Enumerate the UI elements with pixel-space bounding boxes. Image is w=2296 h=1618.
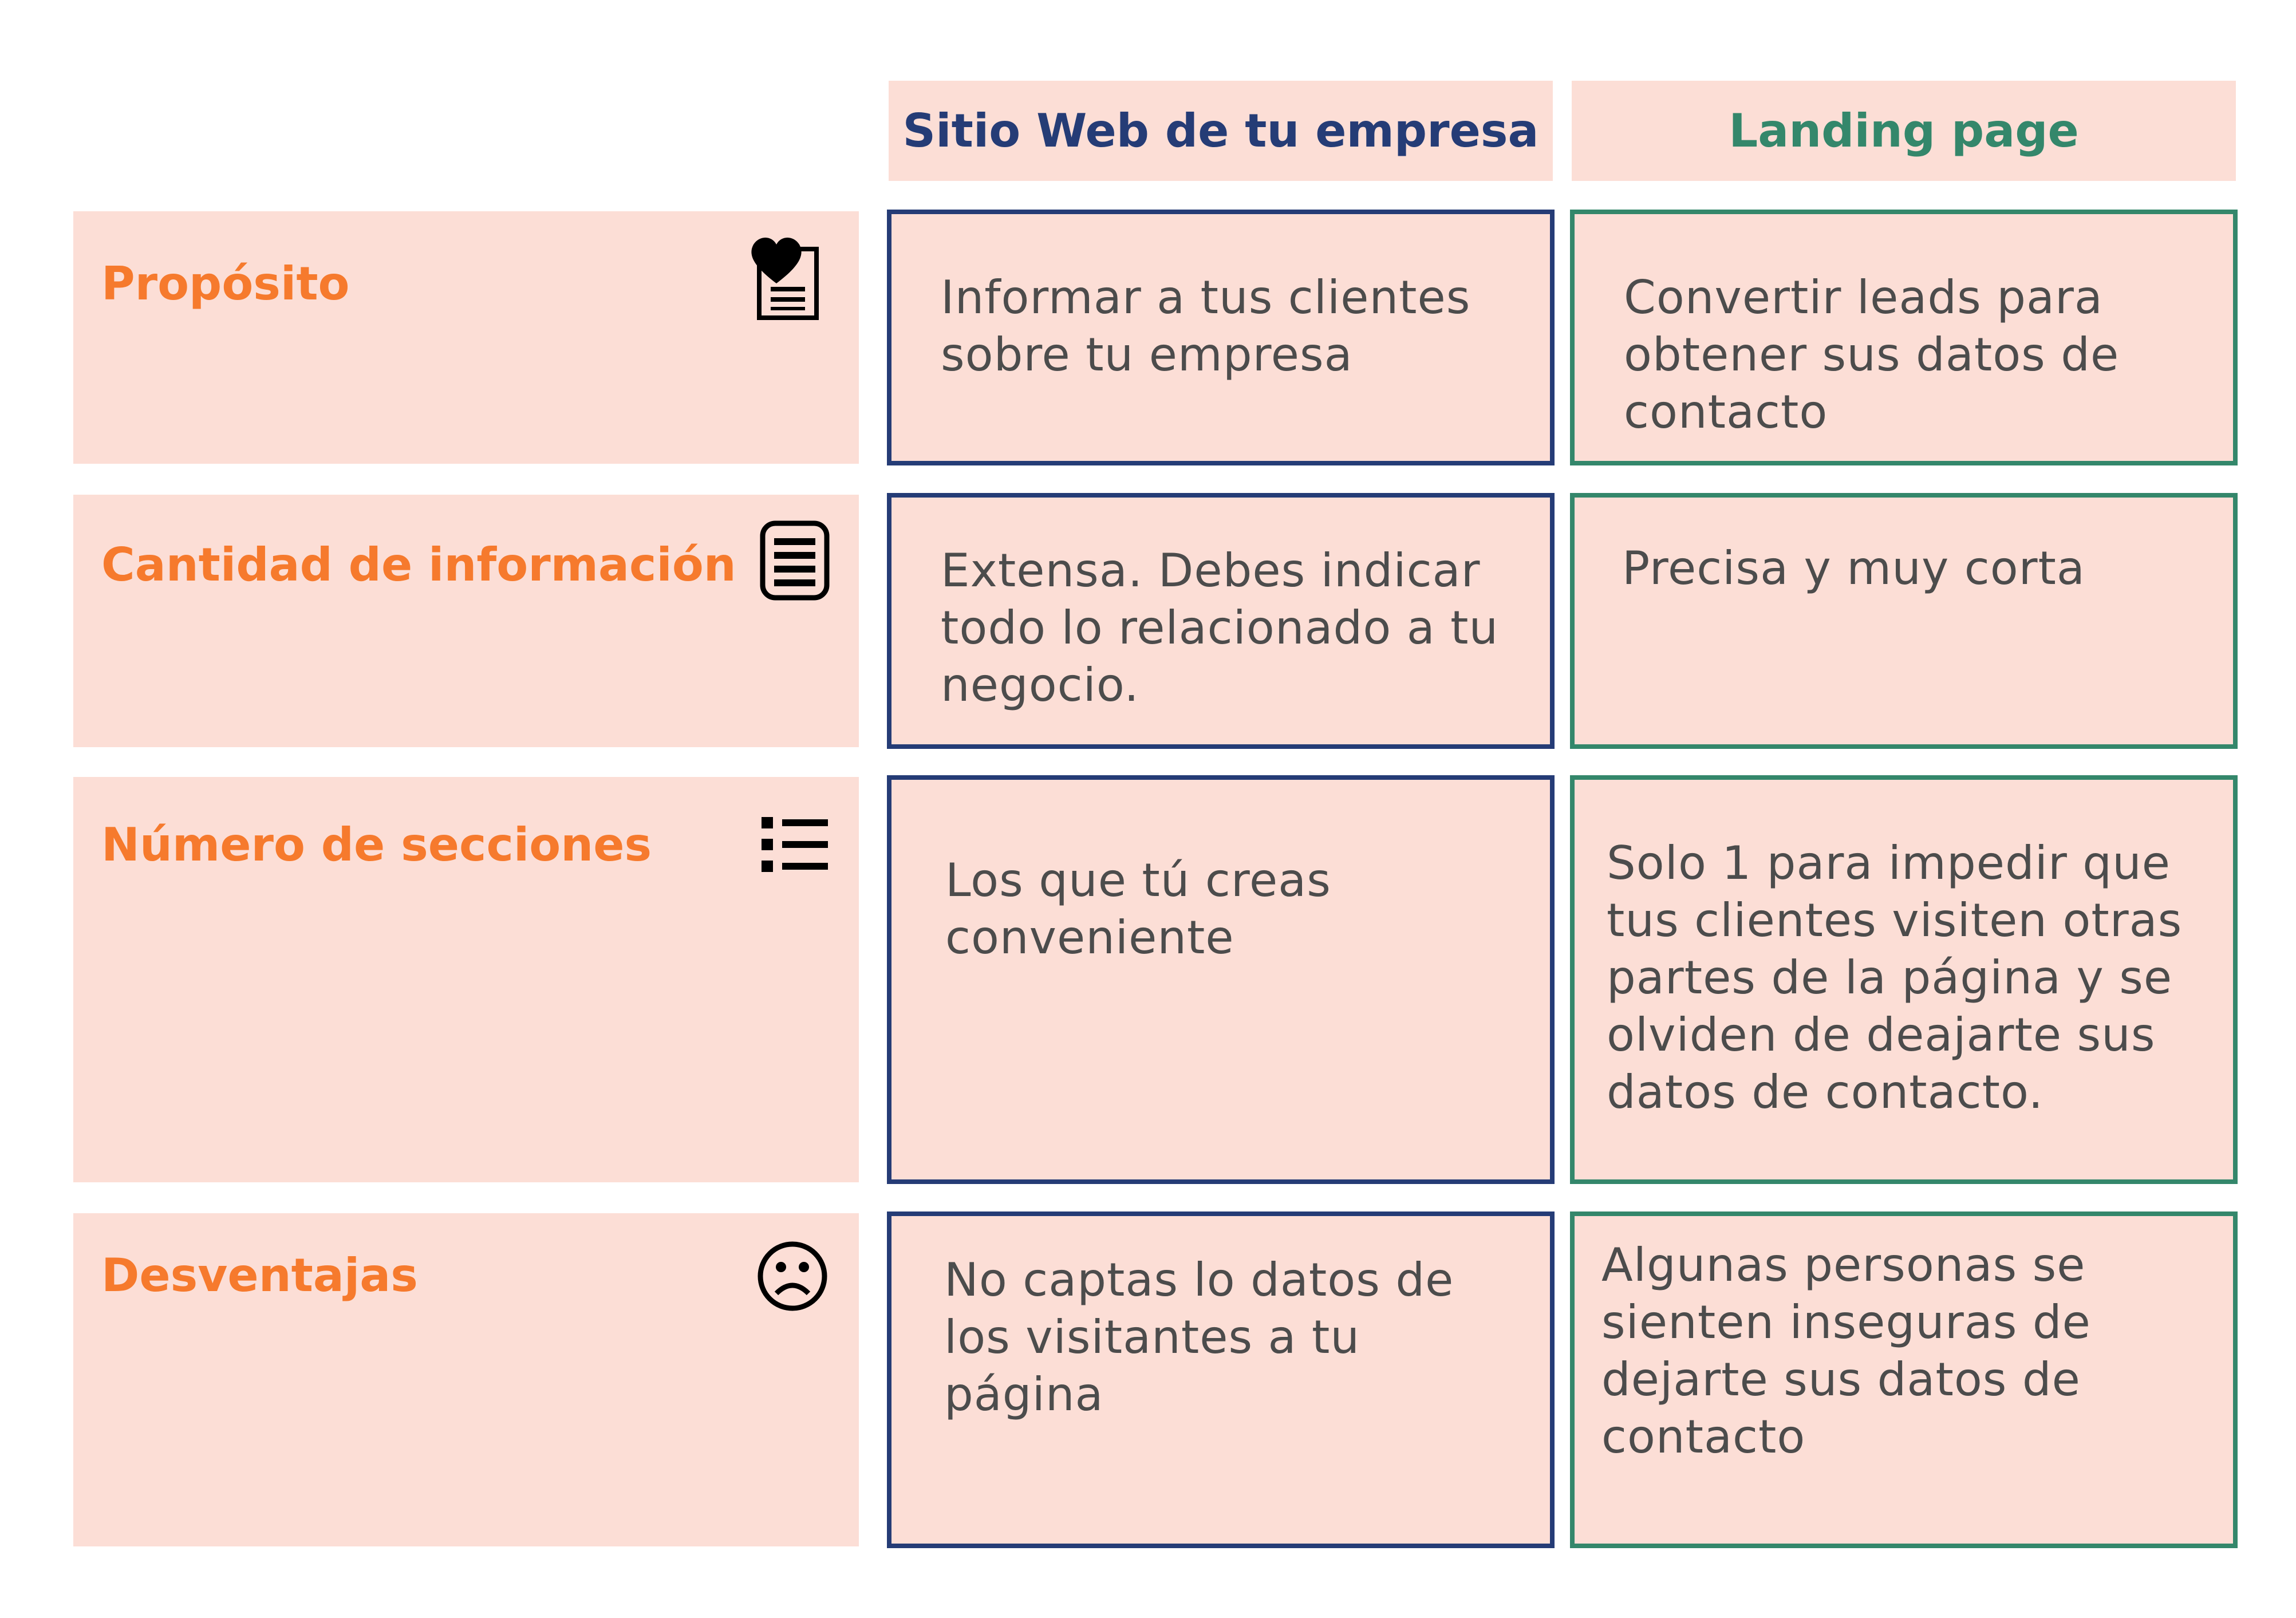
row-label-secciones (73, 777, 859, 1182)
cell-website-proposito (887, 210, 1555, 465)
row-label-text: Número de secciones (101, 818, 652, 871)
cell-text: Precisa y muy corta (1622, 542, 2085, 595)
cell-landing-cantidad (1570, 493, 2238, 749)
row-label-proposito (73, 211, 859, 464)
cell-text: Los que tú creas conveniente (945, 854, 1331, 964)
cell-website-desventajas (887, 1211, 1555, 1548)
cell-landing-desventajas (1570, 1211, 2238, 1548)
cell-text: No captas lo datos de los visitantes a tu página (944, 1253, 1454, 1421)
bullet-list-icon (756, 800, 836, 891)
heart-document-icon (748, 232, 828, 323)
cell-text: Extensa. Debes indicar todo lo relacionado a tu negocio. (941, 544, 1499, 712)
cell-text: Algunas personas se sienten inseguras de dejarte sus datos de contacto (1601, 1238, 2091, 1463)
row-label-cantidad (73, 495, 859, 747)
column-header-website (889, 81, 1553, 181)
cell-website-secciones (887, 775, 1555, 1184)
row-label-desventajas (73, 1213, 859, 1546)
row-label-text: Desventajas (101, 1249, 418, 1302)
cell-text: Convertir leads para obtener sus datos de contacto (1624, 271, 2120, 439)
cell-text: Informar a tus clientes sobre tu empresa (941, 271, 1471, 381)
column-header-landing-text: Landing page (1729, 104, 2079, 157)
text-lines-icon (755, 518, 835, 609)
cell-website-cantidad (887, 493, 1555, 749)
row-label-text: Propósito (101, 257, 350, 310)
cell-text: Solo 1 para impedir que tus clientes visiten otras partes de la página y se olviden de deajarte sus datos de contacto. (1607, 836, 2183, 1119)
row-label-text: Cantidad de información (101, 538, 736, 591)
cell-landing-secciones (1570, 775, 2238, 1184)
cell-landing-proposito (1570, 210, 2238, 465)
column-header-website-text: Sitio Web de tu empresa (902, 104, 1539, 157)
sad-face-icon (752, 1230, 833, 1322)
column-header-landing (1572, 81, 2236, 181)
